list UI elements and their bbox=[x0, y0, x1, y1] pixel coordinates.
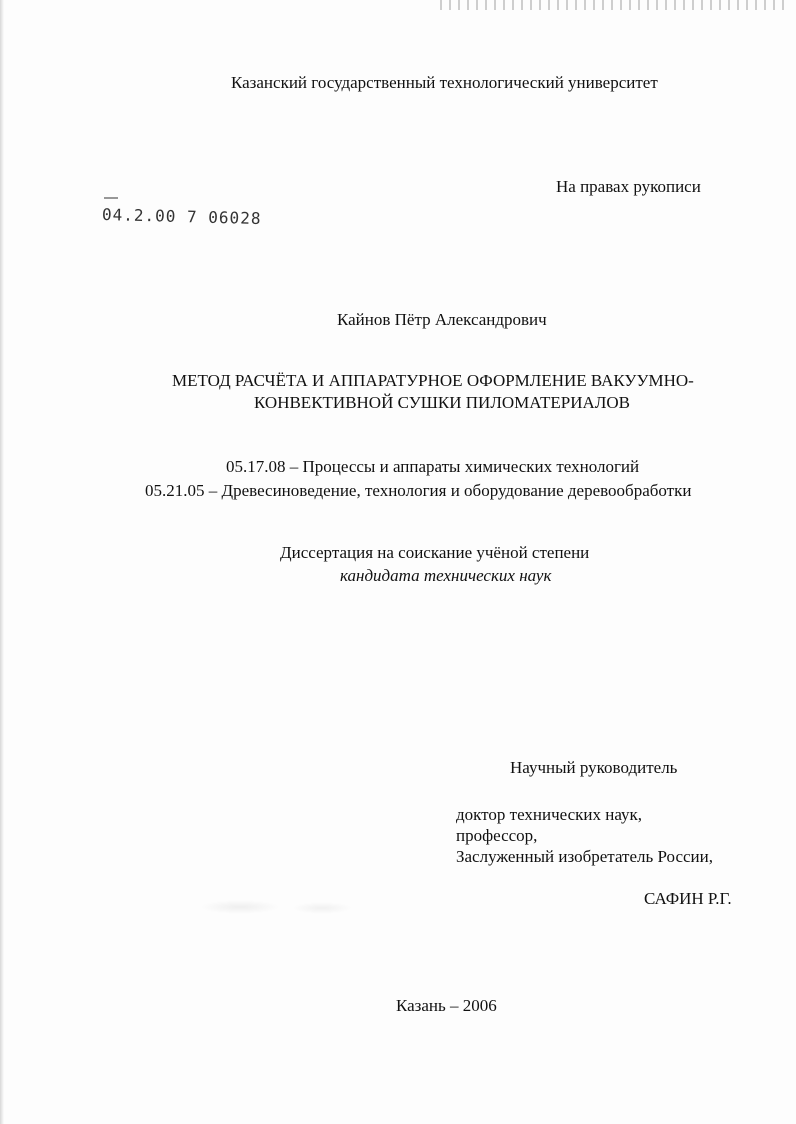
scan-smudge bbox=[200, 900, 280, 914]
degree-line-1: Диссертация на соискание учёной степени bbox=[280, 543, 590, 562]
scan-smudge bbox=[292, 902, 352, 914]
specialty-line-1: 05.17.08 – Процессы и аппараты химических технологий bbox=[226, 457, 640, 476]
thesis-title-line-2: КОНВЕКТИВНОЙ СУШКИ ПИЛОМАТЕРИАЛОВ bbox=[254, 393, 630, 412]
supervisor-credential-2: профессор, bbox=[456, 826, 538, 845]
degree-line-2: кандидата технических наук bbox=[340, 566, 552, 585]
scan-edge-shadow bbox=[0, 0, 4, 1124]
supervisor-label: Научный руководитель bbox=[510, 758, 678, 777]
author-name: Кайнов Пётр Александрович bbox=[337, 310, 547, 329]
city-year: Казань – 2006 bbox=[396, 996, 497, 1015]
institution-name: Казанский государственный технологический университет bbox=[231, 73, 658, 92]
specialty-line-2: 05.21.05 – Древесиноведение, технология и оборудование деревообработки bbox=[145, 481, 692, 500]
scan-noise bbox=[440, 0, 790, 10]
registration-stamp: 04.2.00 7 06028 bbox=[101, 204, 262, 229]
supervisor-name: САФИН Р.Г. bbox=[644, 889, 732, 908]
supervisor-credential-1: доктор технических наук, bbox=[456, 805, 643, 824]
thesis-title-line-1: МЕТОД РАСЧЁТА И АППАРАТУРНОЕ ОФОРМЛЕНИЕ ВАКУУМНО- bbox=[172, 371, 694, 390]
supervisor-credential-3: Заслуженный изобретатель России, bbox=[456, 847, 714, 866]
manuscript-note: На правах рукописи bbox=[556, 177, 701, 196]
stamp-mark bbox=[104, 197, 118, 199]
